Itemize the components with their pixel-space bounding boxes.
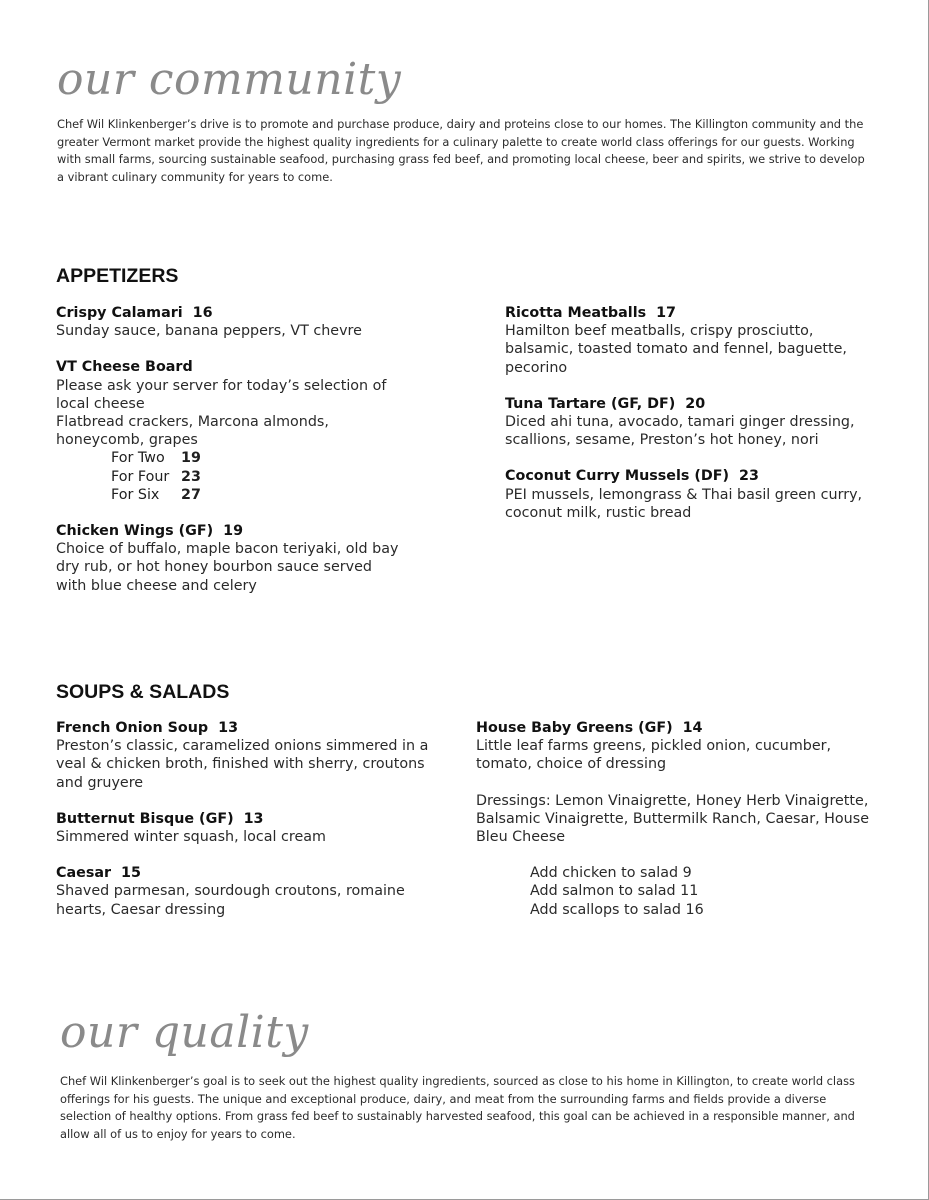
addon-salmon: Add salmon to salad 11 [530,883,699,900]
quality-text: Chef Wil Klinkenberger’s goal is to seek out the highest quality ingredients, sourced as close to his home in Killington, to create world class offerings for his guests. The unique and exceptional produce, dairy, and meat from the surrounding farms and fields provide a diverse selection of healthy options. From grass fed beef to sustainably harvested seafood, this goal can be achieved in a responsible manner, and allow all of us to enjoy for years to come. [60,1074,855,1141]
soups-left-column [56,719,441,937]
menu-item-chicken-wings [56,522,406,595]
size-option-two: For Two 19 [111,450,201,467]
item-description: Flatbread crackers, Marcona almonds, honeycomb, grapes [56,414,329,449]
item-name: Butternut Bisque (GF) 13 [56,810,264,827]
item-description: Please ask your server for today’s selection of local cheese [56,377,387,412]
salads-right-column [476,719,876,919]
item-name: VT Cheese Board [56,359,193,376]
menu-item-butternut-bisque [56,810,441,846]
item-name: Chicken Wings (GF) 19 [56,523,244,540]
item-description: PEI mussels, lemongrass & Thai basil green curry, coconut milk, rustic bread [505,486,863,521]
menu-item-house-baby-greens [476,719,876,774]
item-name: French Onion Soup 13 [56,720,239,736]
community-heading: our community [57,54,402,105]
item-description: Sunday sauce, banana peppers, VT chevre [56,323,362,340]
appetizers-right-column [505,304,865,540]
item-description: Diced ahi tuna, avocado, tamari ginger dressing, scallions, sesame, Preston’s hot honey, nori [505,414,855,449]
menu-item-crispy-calamari [56,304,406,340]
community-text: Chef Wil Klinkenberger’s drive is to promote and purchase produce, dairy and proteins close to our homes. The Killington community and the greater Vermont market provide the highest quality ingredients for a culinary palette to create world class offerings for our guests. Working with small farms, sourcing sustainable seafood, purchasing grass fed beef, and promoting local cheese, beer and spirits, we strive to develop a vibrant culinary community for years to come. [57,117,865,184]
appetizers-left-column [56,304,406,613]
addon-chicken: Add chicken to salad 9 [530,865,692,882]
item-name: Ricotta Meatballs 17 [505,305,676,321]
item-name: Crispy Calamari 16 [56,305,213,321]
addon-scallops: Add scallops to salad 16 [530,901,704,918]
item-description: Choice of buffalo, maple bacon teriyaki, old bay dry rub, or hot honey bourbon sauce served with blue cheese and celery [56,541,399,594]
menu-item-ricotta-meatballs [505,304,865,377]
item-name: Tuna Tartare (GF, DF) 20 [505,395,706,412]
size-option-six: For Six 27 [111,486,201,503]
item-description: Shaved parmesan, sourdough croutons, romaine hearts, Caesar dressing [56,883,405,918]
item-description: Preston’s classic, caramelized onions simmered in a veal & chicken broth, finished with sherry, croutons and gruyere [56,738,429,791]
dressings-list: Dressings: Lemon Vinaigrette, Honey Herb Vinaigrette, Balsamic Vinaigrette, Buttermilk Ranch, Caesar, House Bleu Cheese [476,792,869,846]
menu-item-vt-cheese-board [56,358,406,504]
quality-heading: our quality [60,1007,309,1058]
item-name: House Baby Greens (GF) 14 [476,720,703,736]
item-description: Simmered winter squash, local cream [56,829,326,846]
appetizers-title: APPETIZERS [56,265,179,287]
soups-salads-title: SOUPS & SALADS [56,681,230,703]
item-description: Little leaf farms greens, pickled onion, cucumber, tomato, choice of dressing [476,738,832,773]
item-name: Coconut Curry Mussels (DF) 23 [505,468,759,485]
item-name: Caesar 15 [56,865,141,882]
menu-item-caesar [56,864,441,919]
size-option-four: For Four 23 [111,468,201,485]
menu-item-french-onion-soup [56,719,441,792]
menu-item-coconut-curry-mussels [505,467,865,522]
menu-item-tuna-tartare [505,395,865,450]
item-description: Hamilton beef meatballs, crispy prosciutto, balsamic, toasted tomato and fennel, baguette, pecorino [505,323,847,376]
